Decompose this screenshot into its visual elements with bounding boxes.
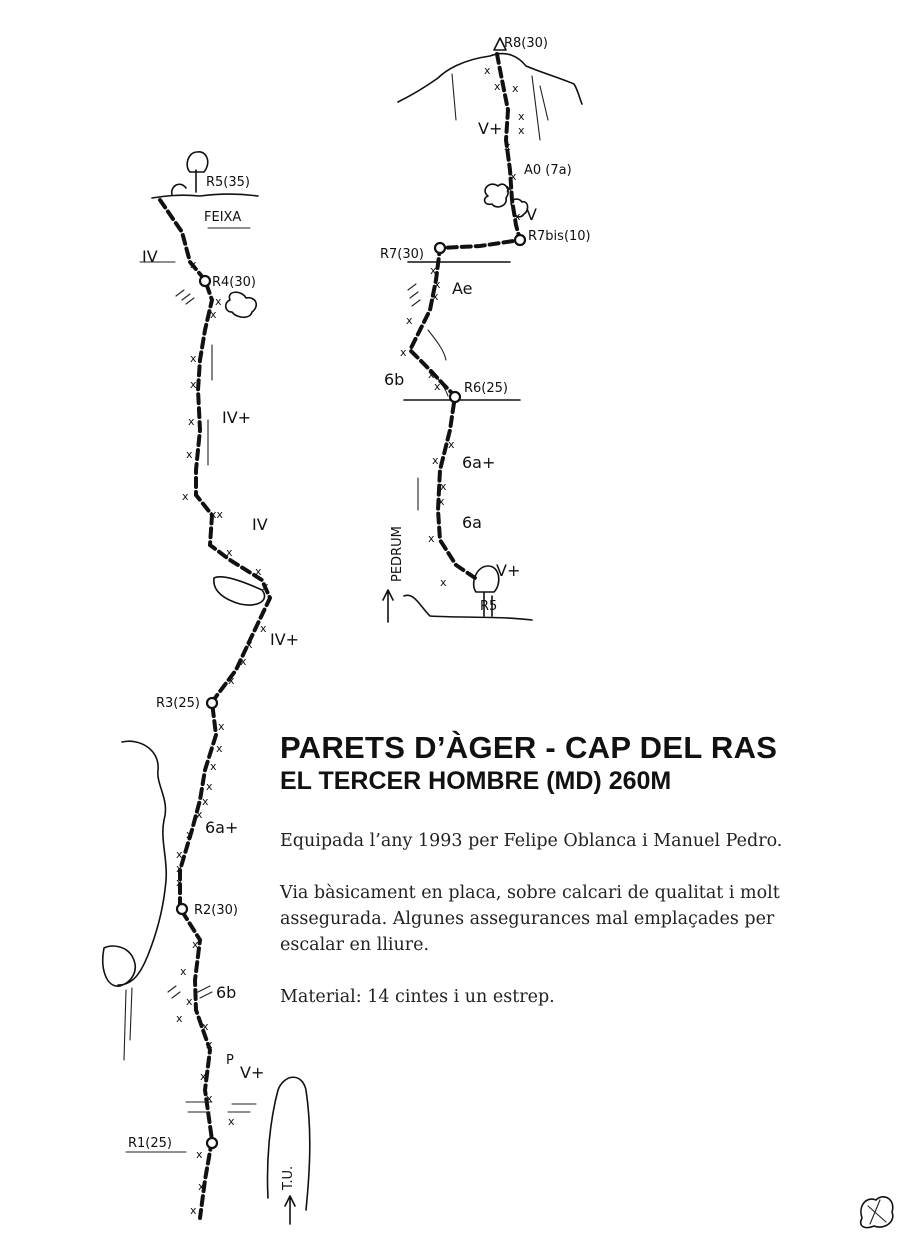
svg-text:x: x bbox=[180, 965, 187, 978]
svg-text:x: x bbox=[176, 848, 183, 861]
svg-text:x: x bbox=[176, 862, 183, 875]
svg-text:x: x bbox=[182, 490, 189, 503]
svg-text:IV: IV bbox=[252, 515, 268, 534]
svg-text:x: x bbox=[190, 378, 197, 391]
svg-text:x: x bbox=[186, 828, 193, 841]
svg-text:x: x bbox=[228, 1115, 235, 1128]
svg-text:x: x bbox=[218, 720, 225, 733]
svg-text:PEDRUM: PEDRUM bbox=[390, 526, 405, 582]
svg-text:x: x bbox=[228, 674, 235, 687]
svg-text:Ae: Ae bbox=[452, 279, 473, 298]
svg-text:R7(30): R7(30) bbox=[380, 247, 424, 262]
svg-text:x: x bbox=[428, 368, 435, 381]
right-topo bbox=[380, 36, 591, 622]
svg-text:R5: R5 bbox=[480, 599, 498, 614]
svg-text:x: x bbox=[440, 480, 447, 493]
svg-text:V+: V+ bbox=[496, 561, 521, 580]
svg-text:6b: 6b bbox=[384, 370, 405, 389]
svg-text:R3(25): R3(25) bbox=[156, 696, 200, 711]
svg-text:R1(25): R1(25) bbox=[128, 1136, 172, 1151]
svg-text:x: x bbox=[432, 290, 439, 303]
svg-text:x: x bbox=[484, 64, 491, 77]
svg-text:6b: 6b bbox=[216, 983, 237, 1002]
svg-text:x: x bbox=[512, 82, 519, 95]
svg-text:T.U.: T.U. bbox=[281, 1165, 296, 1190]
description-style: Via bàsicament en placa, sobre calcari de qualitat i molt assegurada. Algunes assegurances mal emplaçades per escalar en lliure. bbox=[280, 883, 780, 955]
svg-text:x: x bbox=[504, 140, 511, 153]
svg-text:x: x bbox=[206, 1092, 213, 1105]
svg-text:6a: 6a bbox=[462, 513, 482, 532]
description-equipped: Equipada l’any 1993 per Felipe Oblanca i Manuel Pedro. bbox=[280, 831, 783, 851]
svg-text:x: x bbox=[260, 622, 267, 635]
svg-text:x: x bbox=[210, 760, 217, 773]
svg-text:x: x bbox=[518, 110, 525, 123]
svg-text:x: x bbox=[196, 808, 203, 821]
svg-text:x: x bbox=[200, 1070, 207, 1083]
svg-text:FEIXA: FEIXA bbox=[204, 210, 242, 225]
svg-text:IV: IV bbox=[142, 247, 158, 266]
svg-text:V+: V+ bbox=[240, 1063, 265, 1082]
route-info-panel bbox=[280, 730, 840, 1010]
svg-text:x: x bbox=[210, 308, 217, 321]
svg-text:IV+: IV+ bbox=[222, 408, 252, 427]
route-subtitle: EL TERCER HOMBRE (MD) 260M bbox=[280, 767, 672, 795]
svg-text:x: x bbox=[262, 580, 269, 593]
svg-text:x: x bbox=[400, 346, 407, 359]
svg-text:V+: V+ bbox=[478, 119, 503, 138]
svg-text:x: x bbox=[206, 1038, 213, 1051]
svg-text:x: x bbox=[494, 80, 501, 93]
svg-text:IV+: IV+ bbox=[270, 630, 300, 649]
svg-text:R7bis(10): R7bis(10) bbox=[528, 229, 591, 244]
svg-text:x: x bbox=[226, 546, 233, 559]
svg-text:x: x bbox=[202, 795, 209, 808]
page-title: PARETS D’ÀGER - CAP DEL RAS bbox=[280, 730, 778, 765]
svg-text:x: x bbox=[246, 638, 253, 651]
svg-text:6a+: 6a+ bbox=[205, 818, 239, 837]
svg-text:x: x bbox=[434, 278, 441, 291]
signature-icon bbox=[861, 1197, 893, 1228]
left-topo bbox=[103, 152, 310, 1224]
svg-text:R6(25): R6(25) bbox=[464, 381, 508, 396]
svg-text:A0 (7a): A0 (7a) bbox=[524, 163, 572, 178]
svg-text:R2(30): R2(30) bbox=[194, 903, 238, 918]
svg-text:x: x bbox=[206, 780, 213, 793]
svg-text:x: x bbox=[202, 1020, 209, 1033]
svg-text:x: x bbox=[432, 454, 439, 467]
svg-text:x: x bbox=[434, 380, 441, 393]
svg-text:x: x bbox=[190, 258, 197, 271]
description-material: Material: 14 cintes i un estrep. bbox=[280, 987, 555, 1007]
svg-text:x: x bbox=[506, 182, 513, 195]
svg-text:V: V bbox=[526, 205, 537, 224]
svg-text:x: x bbox=[406, 314, 413, 327]
svg-text:x: x bbox=[440, 576, 447, 589]
svg-text:x: x bbox=[428, 532, 435, 545]
svg-text:x: x bbox=[192, 938, 199, 951]
svg-text:x: x bbox=[196, 1148, 203, 1161]
svg-text:x: x bbox=[255, 565, 262, 578]
svg-text:x: x bbox=[514, 210, 521, 223]
svg-text:P: P bbox=[226, 1053, 234, 1068]
svg-text:x: x bbox=[510, 170, 517, 183]
svg-text:x: x bbox=[448, 438, 455, 451]
svg-text:x: x bbox=[176, 876, 183, 889]
svg-text:x: x bbox=[518, 124, 525, 137]
svg-text:x: x bbox=[216, 742, 223, 755]
svg-text:6a+: 6a+ bbox=[462, 453, 496, 472]
svg-text:x: x bbox=[190, 1204, 197, 1217]
svg-text:x: x bbox=[240, 655, 247, 668]
svg-text:xx: xx bbox=[210, 508, 224, 521]
svg-text:x: x bbox=[198, 1180, 205, 1193]
svg-text:x: x bbox=[215, 295, 222, 308]
svg-text:x: x bbox=[430, 264, 437, 277]
svg-text:R8(30): R8(30) bbox=[504, 36, 548, 51]
svg-text:x: x bbox=[176, 1012, 183, 1025]
svg-text:x: x bbox=[186, 995, 193, 1008]
svg-text:x: x bbox=[190, 352, 197, 365]
svg-text:R4(30): R4(30) bbox=[212, 275, 256, 290]
svg-text:R5(35): R5(35) bbox=[206, 175, 250, 190]
svg-text:x: x bbox=[188, 415, 195, 428]
tree-icon bbox=[172, 152, 208, 195]
svg-text:x: x bbox=[186, 448, 193, 461]
svg-text:x: x bbox=[438, 495, 445, 508]
